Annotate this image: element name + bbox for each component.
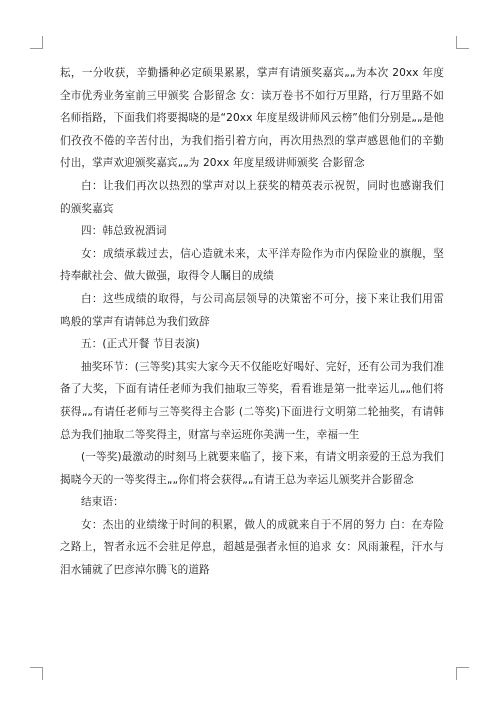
paragraph-closing-heading: 结束语： [81, 496, 124, 509]
paragraph-awards-intro: 耘，一分收获，辛勤播种必定硕果累累，掌声有请颁奖嘉宾„„为本次 20xx 年度全市优秀业务室前三甲颁奖 合影留念 女：读万卷书不如行万里路，行万里路不如名师指路，下面我们将要揭晓的是“20xx 年度星级讲师风云榜”他们分别是„„是他们孜孜不倦的辛苦付出，为我们指引着方向，再次用热烈的掌声感恩他们的辛勤付出，掌声欢迎颁奖嘉宾„„为 20xx 年度星级讲师颁奖 合影留念 [60, 67, 444, 170]
crop-mark-top-right [456, 36, 469, 49]
paragraph-section-toast: 四：韩总致祝酒词 [81, 225, 167, 238]
paragraph-achievements: 女：成绩承载过去，信心造就未来，太平洋寿险作为市内保险业的旗舰，坚持奉献社会、做大做强，取得令人瞩目的成绩 [60, 247, 444, 283]
crop-mark-top-left [30, 36, 43, 49]
document-body [60, 62, 444, 582]
paragraph-congrats: 白：让我们再次以热烈的掌声对以上获奖的精英表示祝贺，同时也感谢我们的颁奖嘉宾 [60, 179, 444, 215]
crop-mark-bottom-right [456, 667, 469, 680]
paragraph-lottery-third-second: 抽奖环节：(三等奖)其实大家今天不仅能吃好喝好、完好，还有公司为我们准备了大奖，下面有请任老师为我们抽取三等奖，看看谁是第一批幸运儿„„他们将获得„„有请任老师与三等奖得主合影 (二等奖)下面进行文明第二轮抽奖，有请韩总为我们抽取二等奖得主，财富与幸运班你美满一生，幸福一生 [60, 360, 444, 441]
crop-mark-bottom-left [30, 667, 43, 680]
paragraph-invite-speech: 白：这些成绩的取得，与公司高层领导的决策密不可分，接下来让我们用雷鸣般的掌声有请韩总为我们致辞 [60, 292, 444, 328]
paragraph-closing-remarks: 女：杰出的业绩缘于时间的积累，做人的成就来自于不屑的努力 白：在寿险之路上，智者永远不会驻足停息，超越是强者永恒的追求 女：风雨兼程，汗水与泪水铺就了巴彦淖尔腾飞的道路 [60, 518, 444, 577]
paragraph-section-dinner: 五：(正式开餐 节目表演) [81, 338, 200, 351]
paragraph-lottery-first: (一等奖)最激动的时刻马上就要来临了，接下来，有请文明亲爱的王总为我们揭晓今天的一等奖得主„„你们将会获得„„有请王总为幸运儿颁奖并合影留念 [60, 451, 444, 486]
